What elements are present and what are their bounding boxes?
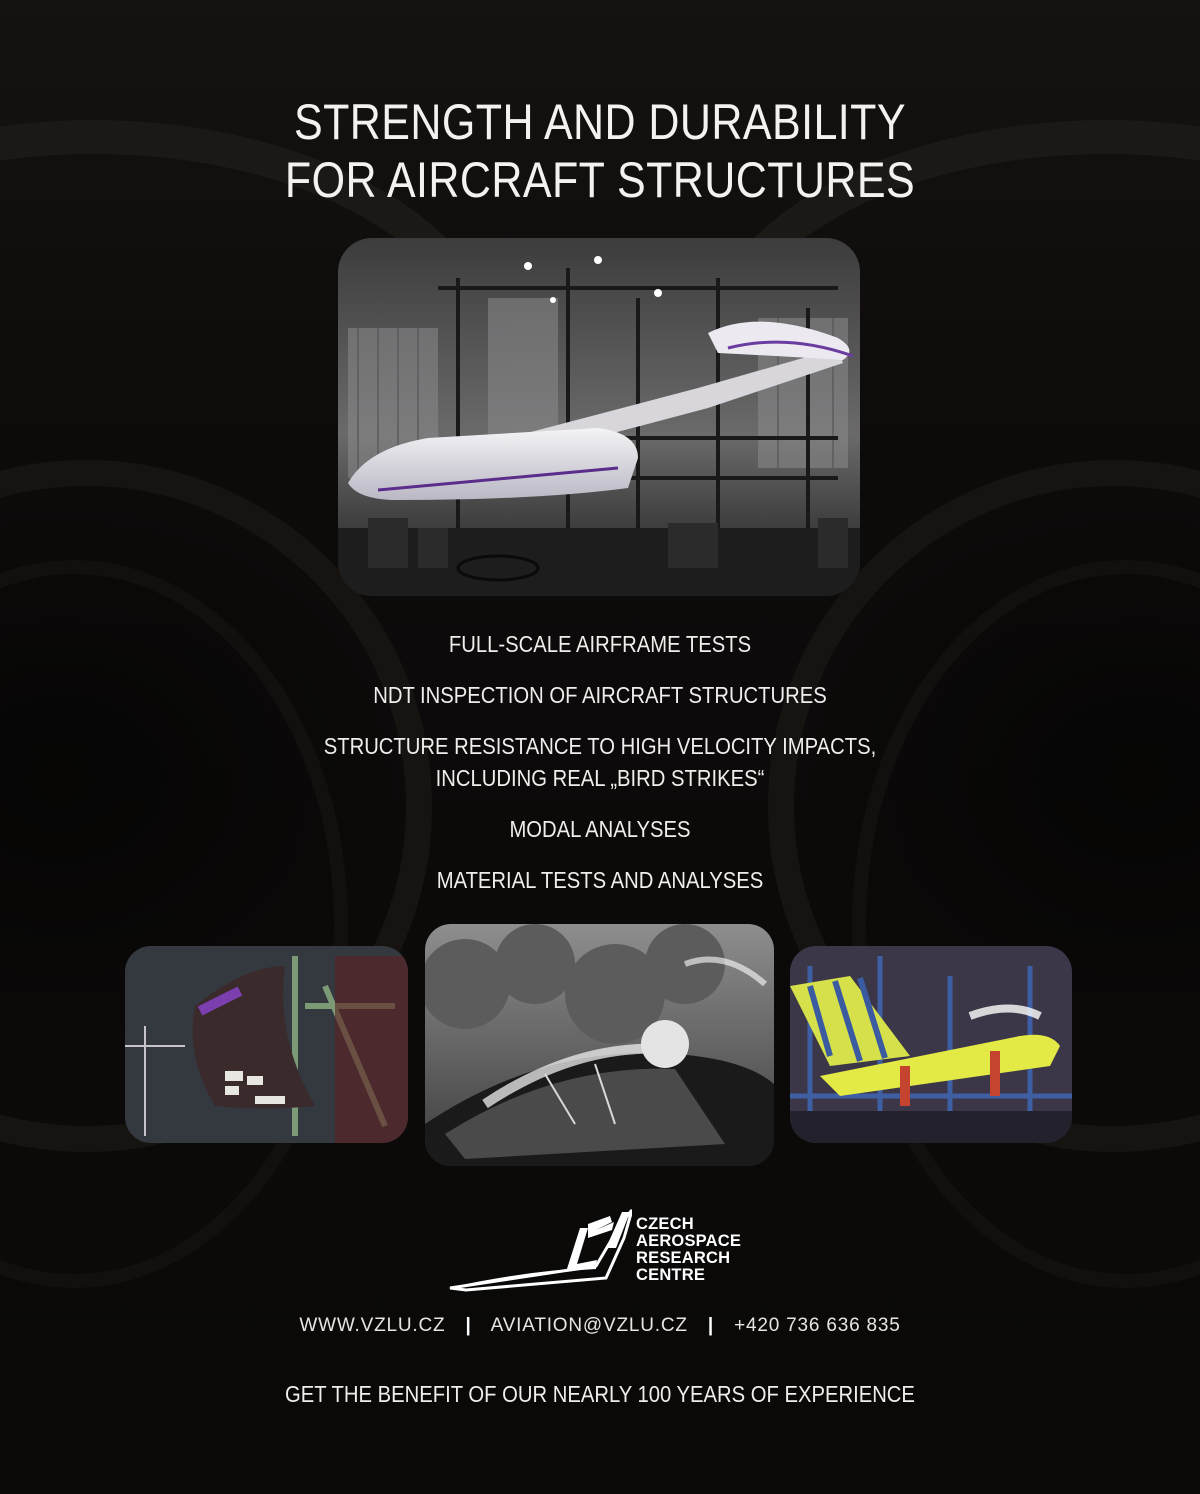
headline-line-2: FOR AIRCRAFT STRUCTURES bbox=[284, 152, 916, 208]
service-item bbox=[72, 628, 1128, 660]
service-item bbox=[72, 730, 1128, 794]
separator: | bbox=[707, 1315, 714, 1336]
bird-strike-canopy-photo bbox=[425, 924, 774, 1166]
service-text: NDT INSPECTION OF AIRCRAFT STRUCTURES bbox=[373, 682, 827, 708]
service-item bbox=[72, 813, 1128, 845]
phone-number: +420 736 636 835 bbox=[734, 1315, 901, 1336]
service-item bbox=[72, 864, 1128, 896]
logo-line: RESEARCH bbox=[636, 1249, 731, 1267]
service-text: MODAL ANALYSES bbox=[509, 816, 691, 842]
service-item bbox=[72, 679, 1128, 711]
contact-line bbox=[0, 1312, 1200, 1340]
vzlu-logo bbox=[446, 1208, 746, 1294]
logo-line: AEROSPACE bbox=[636, 1232, 742, 1250]
logo-wordmark bbox=[636, 1216, 741, 1284]
service-text: FULL-SCALE AIRFRAME TESTS bbox=[448, 631, 752, 657]
email-link[interactable]: AVIATION@VZLU.CZ bbox=[490, 1315, 688, 1336]
fuselage-panel-test-photo bbox=[125, 946, 408, 1143]
service-text: INCLUDING REAL „BIRD STRIKES“ bbox=[435, 765, 765, 791]
hangar-test-rig-photo bbox=[338, 238, 860, 596]
tagline: GET THE BENEFIT OF OUR NEARLY 100 YEARS OF EXPERIENCE bbox=[285, 1381, 915, 1407]
vzlu-logo-mark bbox=[446, 1208, 632, 1294]
service-text: MATERIAL TESTS AND ANALYSES bbox=[436, 867, 764, 893]
headline-line-1: STRENGTH AND DURABILITY bbox=[294, 94, 906, 150]
service-text: STRUCTURE RESISTANCE TO HIGH VELOCITY IMPACTS, bbox=[323, 733, 877, 759]
logo-line: CENTRE bbox=[636, 1266, 706, 1284]
yellow-airframe-rig-photo bbox=[790, 946, 1072, 1143]
website-link[interactable]: WWW.VZLU.CZ bbox=[299, 1315, 446, 1336]
services-list bbox=[0, 628, 1200, 896]
logo-line: CZECH bbox=[636, 1215, 694, 1233]
separator: | bbox=[465, 1315, 472, 1336]
